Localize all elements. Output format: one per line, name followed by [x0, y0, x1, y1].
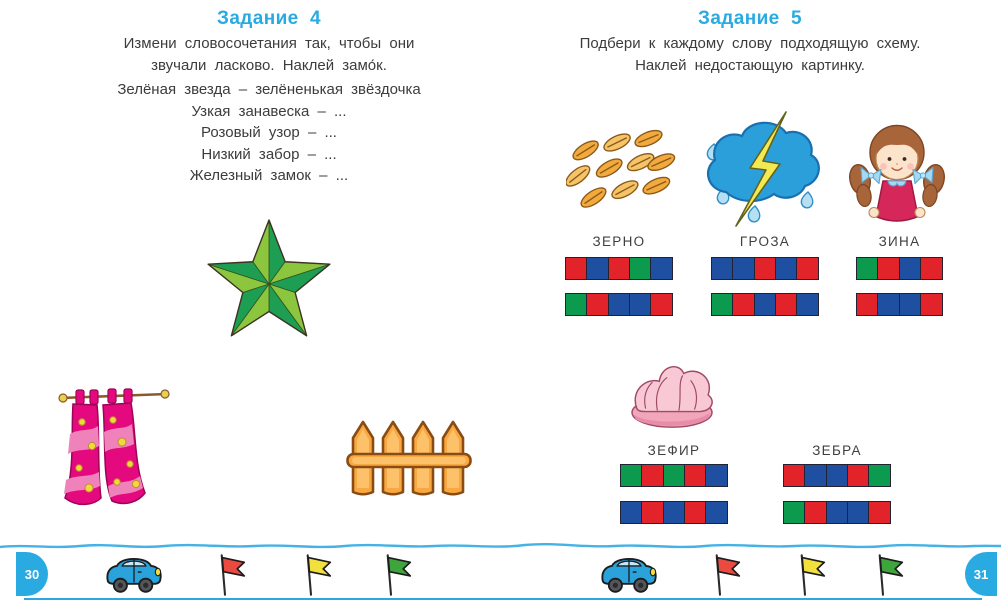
scheme-square-green [856, 257, 879, 280]
instruction-line: звучали ласково. Наклей замо́к. [151, 57, 387, 74]
scheme-square-blue [796, 293, 819, 316]
scheme-square-red [920, 257, 943, 280]
scheme-square-green [629, 257, 652, 280]
scheme-square-blue [899, 257, 922, 280]
green-flag-icon [875, 553, 907, 597]
sound-scheme-row [711, 293, 819, 316]
footer-line [24, 598, 982, 600]
scheme-square-blue [586, 257, 609, 280]
green-star-image [203, 210, 335, 348]
word-label: ЗЕБРА [812, 443, 862, 458]
phrase-list [36, 79, 502, 187]
orange-fence-image [346, 416, 472, 502]
scheme-square-blue [705, 464, 728, 487]
scheme-square-blue [847, 501, 870, 524]
word-label: ЗЕРНО [592, 234, 646, 249]
sound-scheme-row [620, 501, 728, 524]
scheme-square-green [620, 464, 643, 487]
sound-scheme-row [856, 293, 943, 316]
storm-cloud-lightning-image [698, 108, 826, 232]
scheme-square-red [565, 257, 588, 280]
scheme-square-red [754, 257, 777, 280]
scheme-square-green [663, 464, 686, 487]
meringue-image [621, 354, 723, 434]
scheme-square-blue [826, 464, 849, 487]
scheme-square-blue [754, 293, 777, 316]
scheme-square-red [783, 464, 806, 487]
scheme-square-green [565, 293, 588, 316]
yellow-flag-icon [797, 553, 829, 597]
scheme-square-blue [804, 464, 827, 487]
scheme-square-blue [650, 257, 673, 280]
scheme-square-green [783, 501, 806, 524]
scheme-square-blue [826, 501, 849, 524]
grain-seeds-image [566, 120, 676, 220]
scheme-square-red [920, 293, 943, 316]
instruction-line: Наклей недостающую картинку. [635, 57, 865, 74]
scheme-square-green [868, 464, 891, 487]
scheme-square-green [711, 293, 734, 316]
scheme-square-red [732, 293, 755, 316]
sound-scheme-row [783, 464, 891, 487]
page-number-badge: 30 [16, 552, 48, 596]
girl-doll-image [846, 115, 948, 232]
scheme-square-red [684, 501, 707, 524]
page-title: Задание 4 [217, 8, 321, 29]
scheme-square-blue [663, 501, 686, 524]
scheme-square-blue [705, 501, 728, 524]
scheme-square-blue [775, 257, 798, 280]
scheme-square-blue [608, 293, 631, 316]
scheme-square-red [877, 257, 900, 280]
yellow-flag-icon [303, 553, 335, 597]
phrase-list-item: Низкий забор – ... [201, 145, 337, 163]
page-title: Задание 5 [698, 8, 802, 29]
phrase-list-item: Железный замок – ... [189, 167, 349, 184]
scheme-square-red [796, 257, 819, 280]
scheme-square-red [684, 464, 707, 487]
sound-scheme-row [711, 257, 819, 280]
task-instructions [36, 33, 502, 77]
scheme-square-blue [629, 293, 652, 316]
red-flag-icon [712, 553, 744, 597]
sound-scheme-row [856, 257, 943, 280]
word-label: ГРОЗА [739, 234, 791, 249]
sound-scheme-row [565, 257, 673, 280]
task-instructions [515, 33, 985, 77]
scheme-square-red [856, 293, 879, 316]
scheme-square-red [847, 464, 870, 487]
pink-curtain-image [58, 382, 170, 520]
scheme-square-red [650, 293, 673, 316]
page-number-badge: 31 [965, 552, 997, 596]
car-icon [103, 551, 165, 595]
phrase-list-item: Зелёная звезда – зелёненькая звёздочка [117, 81, 421, 98]
scheme-square-red [804, 501, 827, 524]
scheme-square-red [586, 293, 609, 316]
phrase-list-item: Узкая занавеска – ... [191, 102, 347, 120]
word-label: ЗЕФИР [647, 443, 701, 458]
scheme-square-blue [899, 293, 922, 316]
instruction-line: Измени словосочетания так, чтобы они [123, 35, 415, 52]
scheme-square-blue [620, 501, 643, 524]
car-icon [598, 551, 660, 595]
scheme-square-blue [877, 293, 900, 316]
phrase-list-item: Розовый узор – ... [201, 124, 337, 141]
scheme-square-red [775, 293, 798, 316]
scheme-square-red [868, 501, 891, 524]
sound-scheme-row [783, 501, 891, 524]
sound-scheme-row [620, 464, 728, 487]
green-flag-icon [383, 553, 415, 597]
instruction-line: Подбери к каждому слову подходящую схему. [579, 35, 921, 52]
sound-scheme-row [565, 293, 673, 316]
word-label: ЗИНА [878, 234, 921, 249]
scheme-square-red [608, 257, 631, 280]
scheme-square-red [641, 464, 664, 487]
scheme-square-red [641, 501, 664, 524]
scheme-square-blue [732, 257, 755, 280]
scheme-square-blue [711, 257, 734, 280]
red-flag-icon [217, 553, 249, 597]
